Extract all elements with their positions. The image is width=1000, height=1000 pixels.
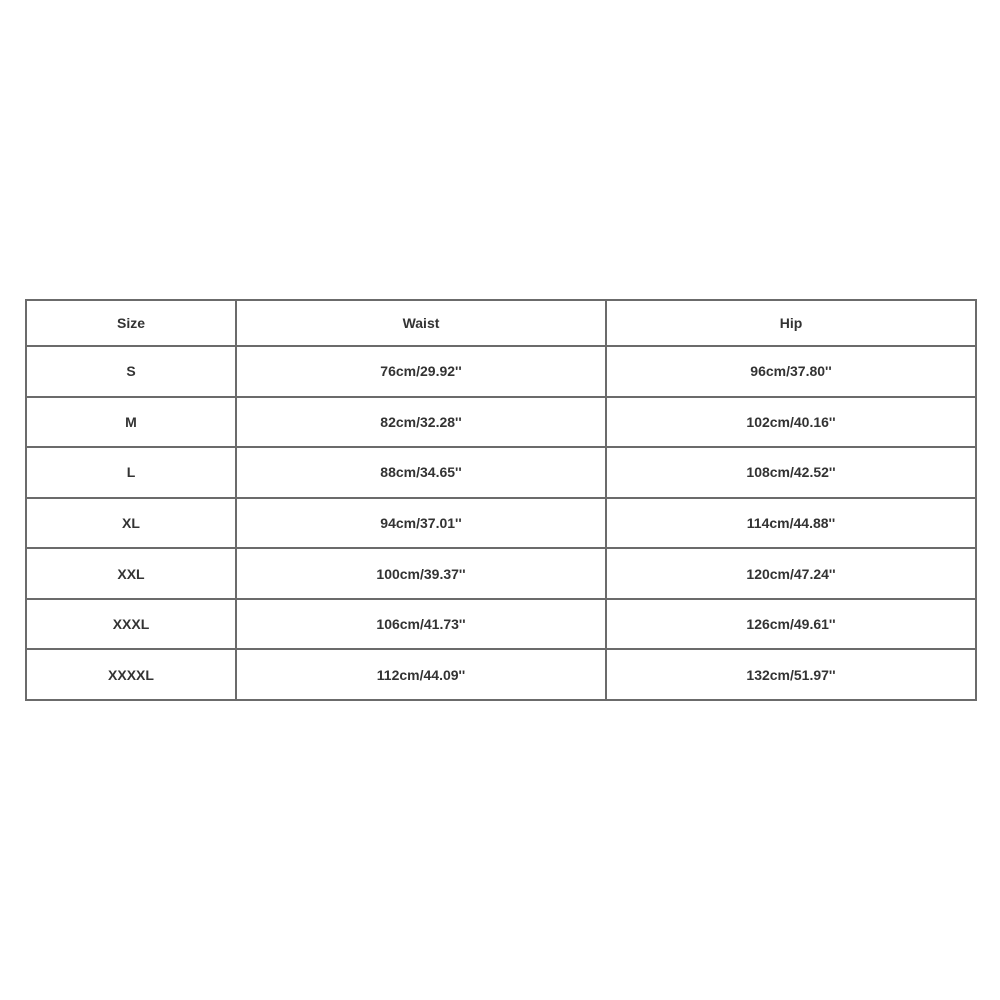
cell-size: XXXL: [26, 599, 236, 650]
cell-size: XXL: [26, 548, 236, 599]
cell-hip: 102cm/40.16'': [606, 397, 976, 448]
cell-size: XXXXL: [26, 649, 236, 700]
cell-size: XL: [26, 498, 236, 549]
table-row: [26, 447, 976, 498]
table-row: [26, 498, 976, 549]
table-row: [26, 397, 976, 448]
size-chart-table: [25, 299, 977, 701]
cell-waist: 112cm/44.09'': [236, 649, 606, 700]
cell-waist: 100cm/39.37'': [236, 548, 606, 599]
cell-size: L: [26, 447, 236, 498]
cell-hip: 108cm/42.52'': [606, 447, 976, 498]
cell-hip: 114cm/44.88'': [606, 498, 976, 549]
cell-size: S: [26, 346, 236, 397]
cell-hip: 120cm/47.24'': [606, 548, 976, 599]
cell-hip: 96cm/37.80'': [606, 346, 976, 397]
header-waist: Waist: [236, 300, 606, 346]
table-header-row: [26, 300, 976, 346]
table-row: [26, 599, 976, 650]
table-row: [26, 649, 976, 700]
cell-hip: 132cm/51.97'': [606, 649, 976, 700]
header-hip: Hip: [606, 300, 976, 346]
cell-waist: 76cm/29.92'': [236, 346, 606, 397]
cell-waist: 94cm/37.01'': [236, 498, 606, 549]
table-row: [26, 346, 976, 397]
header-size: Size: [26, 300, 236, 346]
cell-size: M: [26, 397, 236, 448]
cell-waist: 88cm/34.65'': [236, 447, 606, 498]
cell-waist: 82cm/32.28'': [236, 397, 606, 448]
cell-waist: 106cm/41.73'': [236, 599, 606, 650]
table-row: [26, 548, 976, 599]
cell-hip: 126cm/49.61'': [606, 599, 976, 650]
